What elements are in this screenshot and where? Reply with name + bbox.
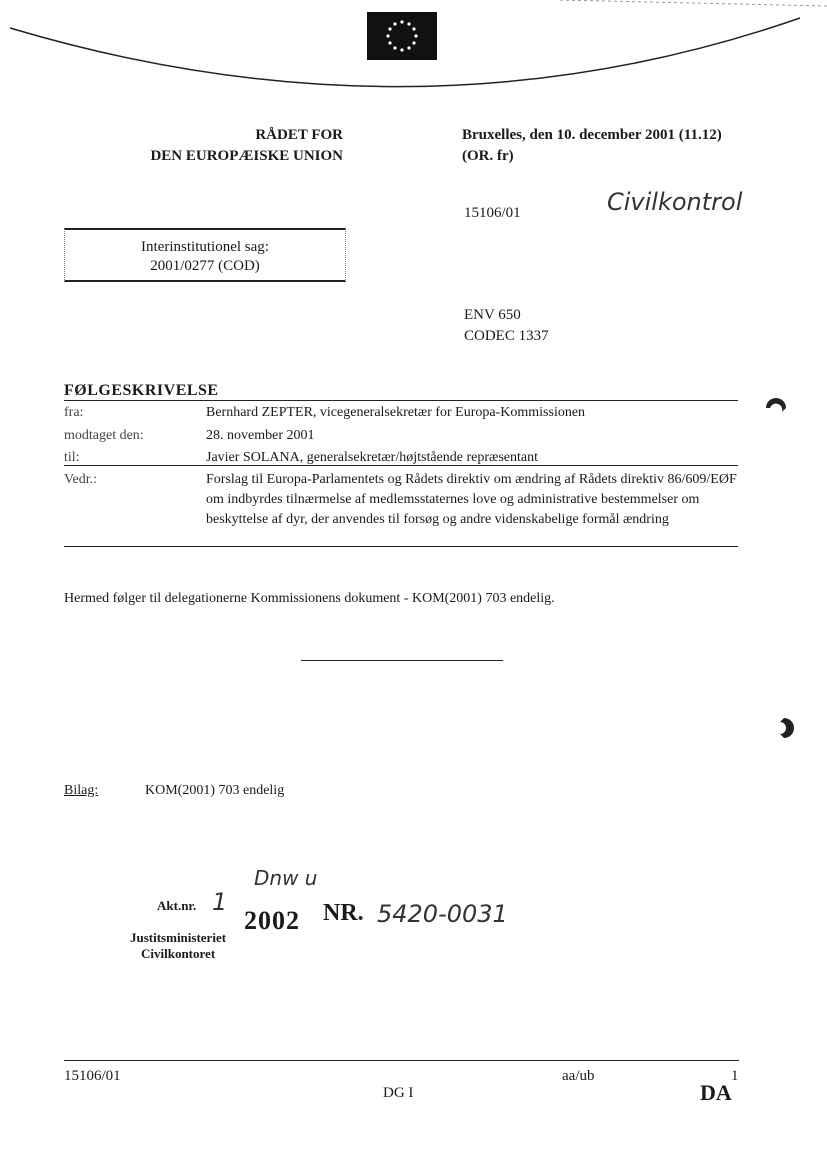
interinstitutional-box <box>64 228 346 282</box>
stamp-office: Civilkontoret <box>141 946 216 961</box>
cover-note-title: FØLGESKRIVELSE <box>64 382 219 399</box>
cover-middle-rule <box>64 465 738 466</box>
council-name <box>150 125 343 167</box>
body-text: Hermed følger til delegationerne Kommissionens dokument - KOM(2001) 703 endelig. <box>64 591 555 606</box>
stamp-handwritten-ref: 5420-0031 <box>377 900 508 928</box>
codec-code: CODEC 1337 <box>464 328 549 344</box>
received-value: 28. november 2001 <box>206 428 315 443</box>
stamp-year: 2002 <box>244 906 300 935</box>
handwritten-note: Civilkontrol <box>607 188 743 216</box>
footer-page-number: 1 <box>731 1068 739 1084</box>
original-language: (OR. fr) <box>462 148 514 164</box>
punch-hole-icon <box>762 394 790 422</box>
annex-label: Bilag: <box>64 783 99 798</box>
interinstitutional-ref: 2001/0277 (COD) <box>150 258 260 274</box>
eu-flag-icon <box>367 12 437 60</box>
council-line-2: DEN EUROPÆISKE UNION <box>150 148 343 164</box>
stamp-handwritten-top: Dnw u <box>254 866 318 890</box>
stamp-ministry: Justitsministeriet <box>130 930 227 945</box>
annex-value: KOM(2001) 703 endelig <box>145 783 285 798</box>
punch-hole-icon <box>770 714 798 742</box>
subject-label: Vedr.: <box>64 472 98 487</box>
footer-dg: DG I <box>383 1085 414 1101</box>
from-value: Bernhard ZEPTER, vicegeneralsekretær for Europa-Kommissionen <box>206 405 586 420</box>
stamp-akt-label: Akt.nr. <box>157 898 197 913</box>
separator-rule <box>301 660 503 661</box>
env-code: ENV 650 <box>464 307 521 323</box>
received-label: modtaget den: <box>64 428 144 443</box>
subject-value: Forslag til Europa-Parlamentets og Rådets direktiv om ændring af Rådets direktiv 86/609/EØF om indbyrdes tilnærmelse af medlemsstaternes love og administrative bestemmelser om beskyttelse af dyr, der anvendes til forsøg og andre videnskabelige formål ændring <box>206 472 737 527</box>
footer-rule <box>64 1060 739 1061</box>
council-line-1: RÅDET FOR <box>255 127 343 143</box>
footer-initials: aa/ub <box>562 1068 595 1084</box>
to-value: Javier SOLANA, generalsekretær/højtstående repræsentant <box>206 450 539 465</box>
stamp-nr-label: NR. <box>323 900 364 926</box>
place-date: Bruxelles, den 10. december 2001 (11.12) <box>462 127 722 143</box>
interinstitutional-label: Interinstitutionel sag: <box>141 239 269 255</box>
footer-doc-number: 15106/01 <box>64 1068 121 1084</box>
cover-bottom-rule <box>64 546 738 547</box>
cover-top-rule <box>64 400 738 401</box>
to-label: til: <box>64 450 80 465</box>
from-label: fra: <box>64 405 84 420</box>
document-number: 15106/01 <box>464 205 521 221</box>
footer-language: DA <box>700 1080 732 1105</box>
stamp-akt-value: 1 <box>212 888 228 916</box>
